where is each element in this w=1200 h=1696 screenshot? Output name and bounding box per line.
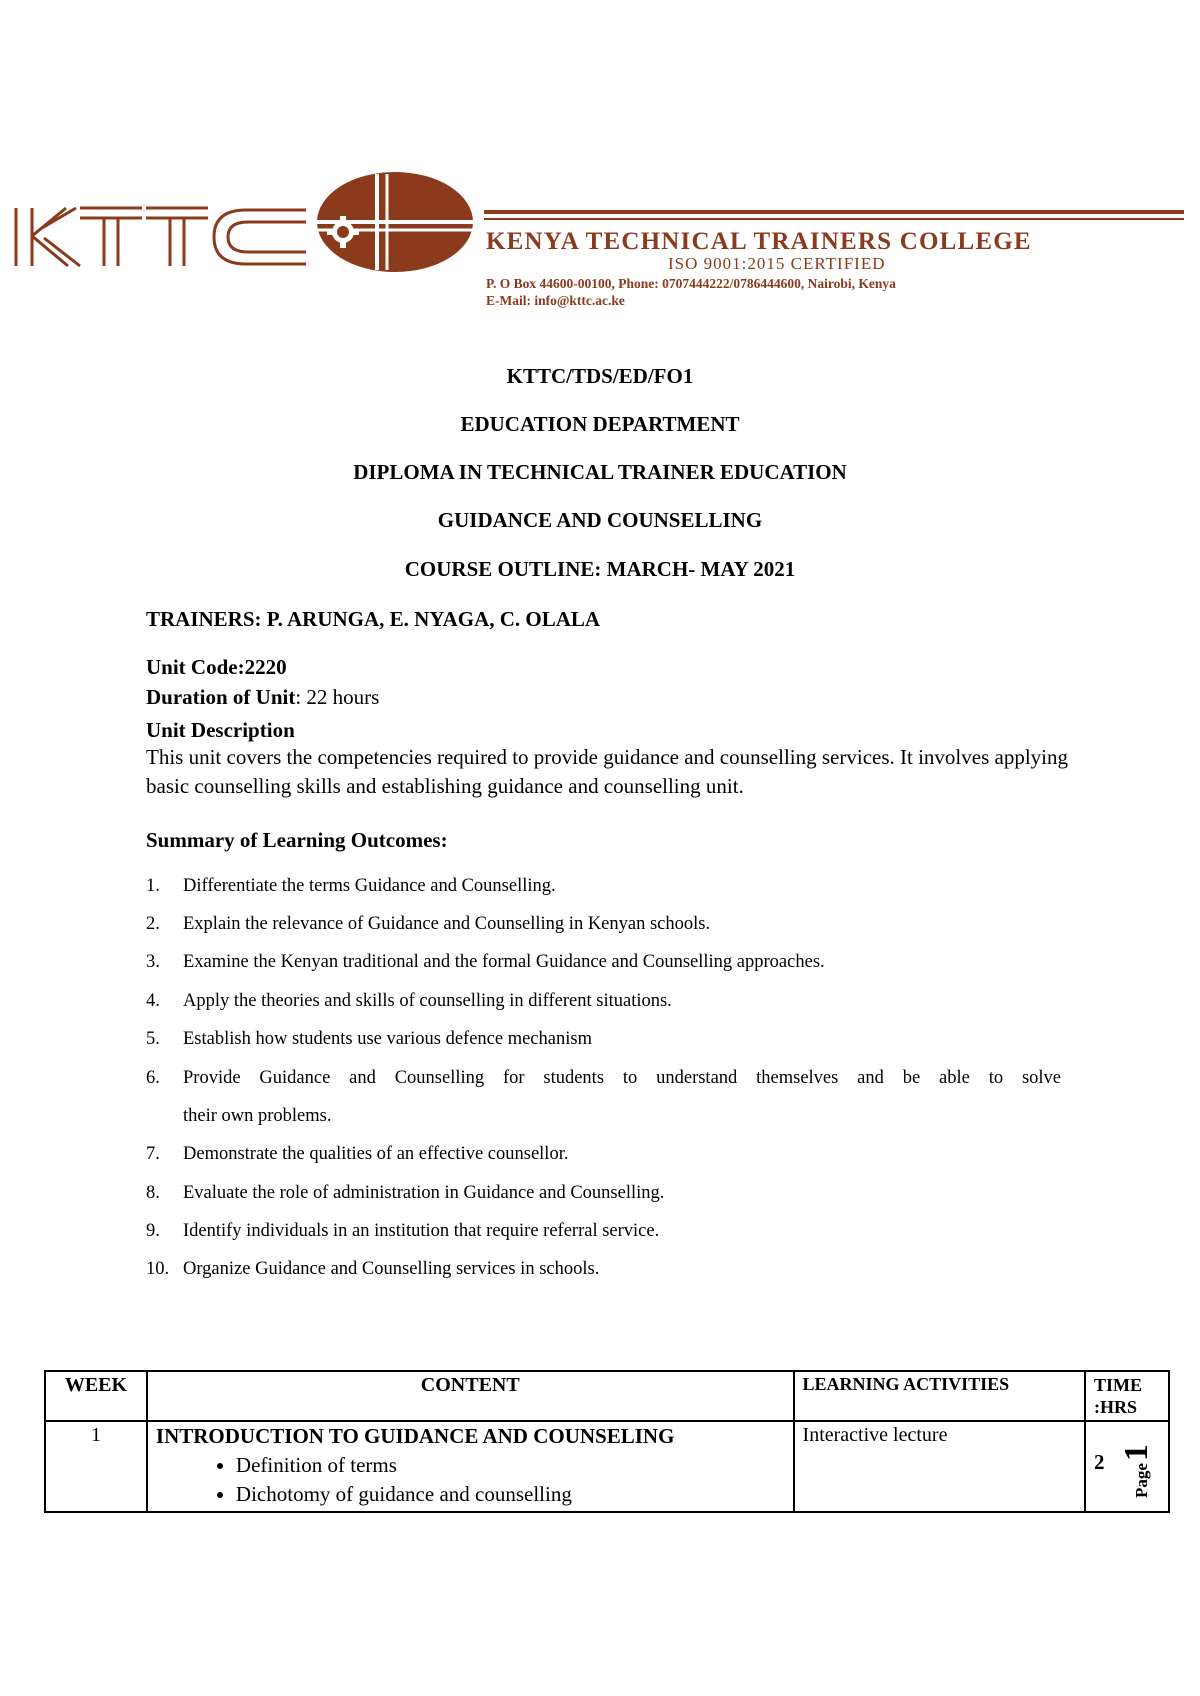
letterhead-rule-top — [484, 210, 1184, 214]
header-time-line1: TIME — [1094, 1375, 1143, 1395]
unit-code — [146, 655, 287, 680]
outcome-text-continued: their own problems. — [183, 1106, 332, 1126]
content-bullet-list — [156, 1451, 785, 1509]
unit-duration-label: Duration of Unit — [146, 685, 296, 709]
header-learning-activities: LEARNING ACTIVITIES — [794, 1371, 1085, 1421]
outcome-number: 7. — [146, 1144, 160, 1164]
list-item: • Definition of terms — [236, 1451, 785, 1480]
outcome-number: 5. — [146, 1029, 160, 1049]
outcome-number: 4. — [146, 991, 160, 1011]
header-week: WEEK — [45, 1371, 147, 1421]
kttc-logo-wordmark — [14, 206, 314, 273]
content-cell — [147, 1421, 794, 1512]
programme-title: DIPLOMA IN TECHNICAL TRAINER EDUCATION — [353, 460, 847, 484]
page-word: Page — [1132, 1463, 1151, 1498]
iso-certification: ISO 9001:2015 CERTIFIED — [668, 254, 886, 273]
outcome-number: 9. — [146, 1221, 160, 1241]
outcome-text: Identify individuals in an institution that require referral service. — [183, 1221, 660, 1241]
outcome-text: Demonstrate the qualities of an effective counsellor. — [183, 1144, 569, 1164]
unit-description-label: Unit Description — [146, 718, 295, 742]
table-row — [45, 1421, 1169, 1512]
department-title: EDUCATION DEPARTMENT — [460, 412, 740, 436]
college-email: E-Mail: info@kttc.ac.ke — [486, 293, 625, 308]
header-time — [1085, 1371, 1169, 1421]
outcome-text: Evaluate the role of administration in Guidance and Counselling. — [183, 1183, 665, 1203]
page-number-label — [1118, 1444, 1156, 1498]
unit-description: This unit covers the competencies required to provide guidance and counselling services. It involves applying basic counselling skills and establishing guidance and counselling unit. — [146, 745, 1068, 798]
unit-duration — [146, 685, 379, 710]
header-content: CONTENT — [147, 1371, 794, 1421]
outcome-text: Differentiate the terms Guidance and Counselling. — [183, 876, 556, 896]
outcome-number: 8. — [146, 1183, 160, 1203]
unit-code-value: 2220 — [244, 655, 287, 679]
hours-value: 2 — [1094, 1450, 1105, 1474]
outcome-number: 1. — [146, 876, 160, 896]
document-code: KTTC/TDS/ED/FO1 — [506, 364, 694, 388]
outcome-text: Examine the Kenyan traditional and the formal Guidance and Counselling approaches. — [183, 952, 825, 972]
course-outline-title: COURSE OUTLINE: MARCH- MAY 2021 — [404, 557, 796, 581]
header-time-line2: :HRS — [1094, 1397, 1138, 1417]
activity-cell: Interactive lecture — [794, 1421, 1085, 1512]
subject-title: GUIDANCE AND COUNSELLING — [437, 508, 763, 532]
outcome-number: 2. — [146, 914, 160, 934]
learning-outcomes-heading: Summary of Learning Outcomes: — [146, 828, 448, 852]
course-schedule-table — [44, 1370, 1170, 1513]
college-name: KENYA TECHNICAL TRAINERS COLLEGE — [486, 228, 1032, 255]
outcome-text: Organize Guidance and Counselling services in schools. — [183, 1259, 600, 1279]
page-number: 1 — [1118, 1444, 1155, 1462]
outcome-number: 10. — [146, 1259, 170, 1279]
outcome-text: Apply the theories and skills of counselling in different situations. — [183, 991, 672, 1011]
college-address: P. O Box 44600-00100, Phone: 0707444222/0786444600, Nairobi, Kenya — [486, 276, 896, 291]
unit-duration-value: : 22 hours — [295, 685, 380, 709]
letterhead-rule-thin — [484, 218, 1184, 220]
week-cell: 1 — [45, 1421, 147, 1512]
content-title: INTRODUCTION TO GUIDANCE AND COUNSELING — [155, 1424, 675, 1448]
unit-code-label: Unit Code: — [146, 655, 245, 679]
list-item: • Dichotomy of guidance and counselling — [236, 1480, 785, 1509]
kttc-emblem — [313, 170, 473, 279]
table-header-row — [45, 1371, 1169, 1421]
trainers-line: TRAINERS: P. ARUNGA, E. NYAGA, C. OLALA — [146, 607, 601, 631]
logo-text: KTTC — [14, 206, 17, 207]
outcome-number: 6. — [146, 1068, 160, 1088]
outcome-text: Explain the relevance of Guidance and Counselling in Kenyan schools. — [183, 914, 711, 934]
outcome-text: Establish how students use various defence mechanism — [183, 1029, 592, 1049]
outcome-number: 3. — [146, 952, 160, 972]
outcome-text: Provide Guidance and Counselling for students to understand themselves and be able to solve — [183, 1068, 1061, 1088]
